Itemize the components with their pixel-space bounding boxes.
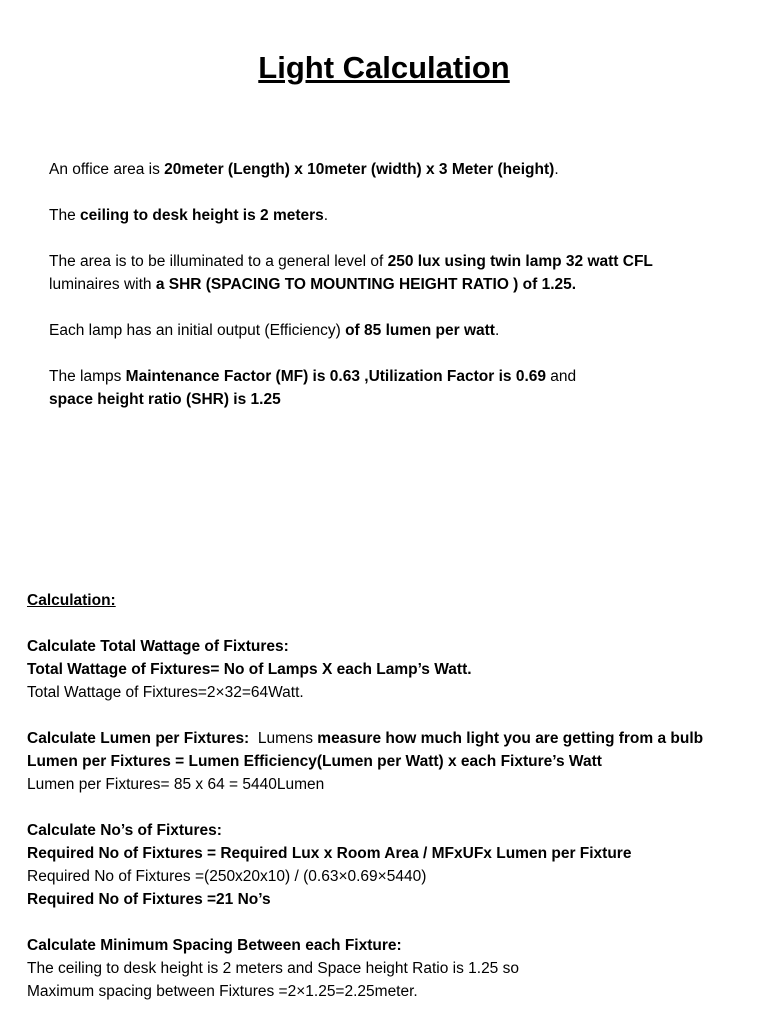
spacing-line-2: Maximum spacing between Fixtures =2×1.25=2.25meter. <box>27 983 418 1000</box>
result-lumen: Lumen per Fixtures= 85 x 64 = 5440Lumen <box>27 776 325 793</box>
intro-paragraph-area: An office area is 20meter (Length) x 10meter (width) x 3 Meter (height). <box>49 161 559 178</box>
intro-paragraph-illumination: The area is to be illuminated to a general level of 250 lux using twin lamp 32 watt CFL luminaires with a SHR (SPACING TO MOUNTING HEIGHT RATIO ) of 1.25. <box>49 253 653 293</box>
spacing-line-1: The ceiling to desk height is 2 meters and Space height Ratio is 1.25 so <box>27 960 519 977</box>
step-heading-lumen: Calculate Lumen per Fixtures: Lumens measure how much light you are getting from a bulb <box>27 730 704 747</box>
formula-fixtures: Required No of Fixtures = Required Lux x Room Area / MFxUFx Lumen per Fixture <box>27 845 632 862</box>
intro-paragraph-factors: The lamps Maintenance Factor (MF) is 0.63 ,Utilization Factor is 0.69 and space height ratio (SHR) is 1.25 <box>49 368 577 408</box>
formula-lumen: Lumen per Fixtures = Lumen Efficiency(Lumen per Watt) x each Fixture’s Watt <box>27 753 602 770</box>
substitution-fixtures: Required No of Fixtures =(250x20x10) / (0.63×0.69×5440) <box>27 868 427 885</box>
result-wattage: Total Wattage of Fixtures=2×32=64Watt. <box>27 684 304 701</box>
step-heading-spacing: Calculate Minimum Spacing Between each Fixture: <box>27 937 402 954</box>
intro-paragraph-height: The ceiling to desk height is 2 meters. <box>49 207 329 224</box>
intro-paragraph-efficiency: Each lamp has an initial output (Efficiency) of 85 lumen per watt. <box>49 322 500 339</box>
problem-statement <box>49 158 749 434</box>
result-fixtures: Required No of Fixtures =21 No’s <box>27 891 271 908</box>
calculation-heading: Calculation: <box>27 592 116 609</box>
formula-wattage: Total Wattage of Fixtures= No of Lamps X each Lamp’s Watt. <box>27 661 472 678</box>
step-heading-wattage: Calculate Total Wattage of Fixtures: <box>27 638 289 655</box>
step-heading-fixtures: Calculate No’s of Fixtures: <box>27 822 222 839</box>
page-title: Light Calculation <box>258 50 510 85</box>
calculation-section <box>27 589 747 1003</box>
